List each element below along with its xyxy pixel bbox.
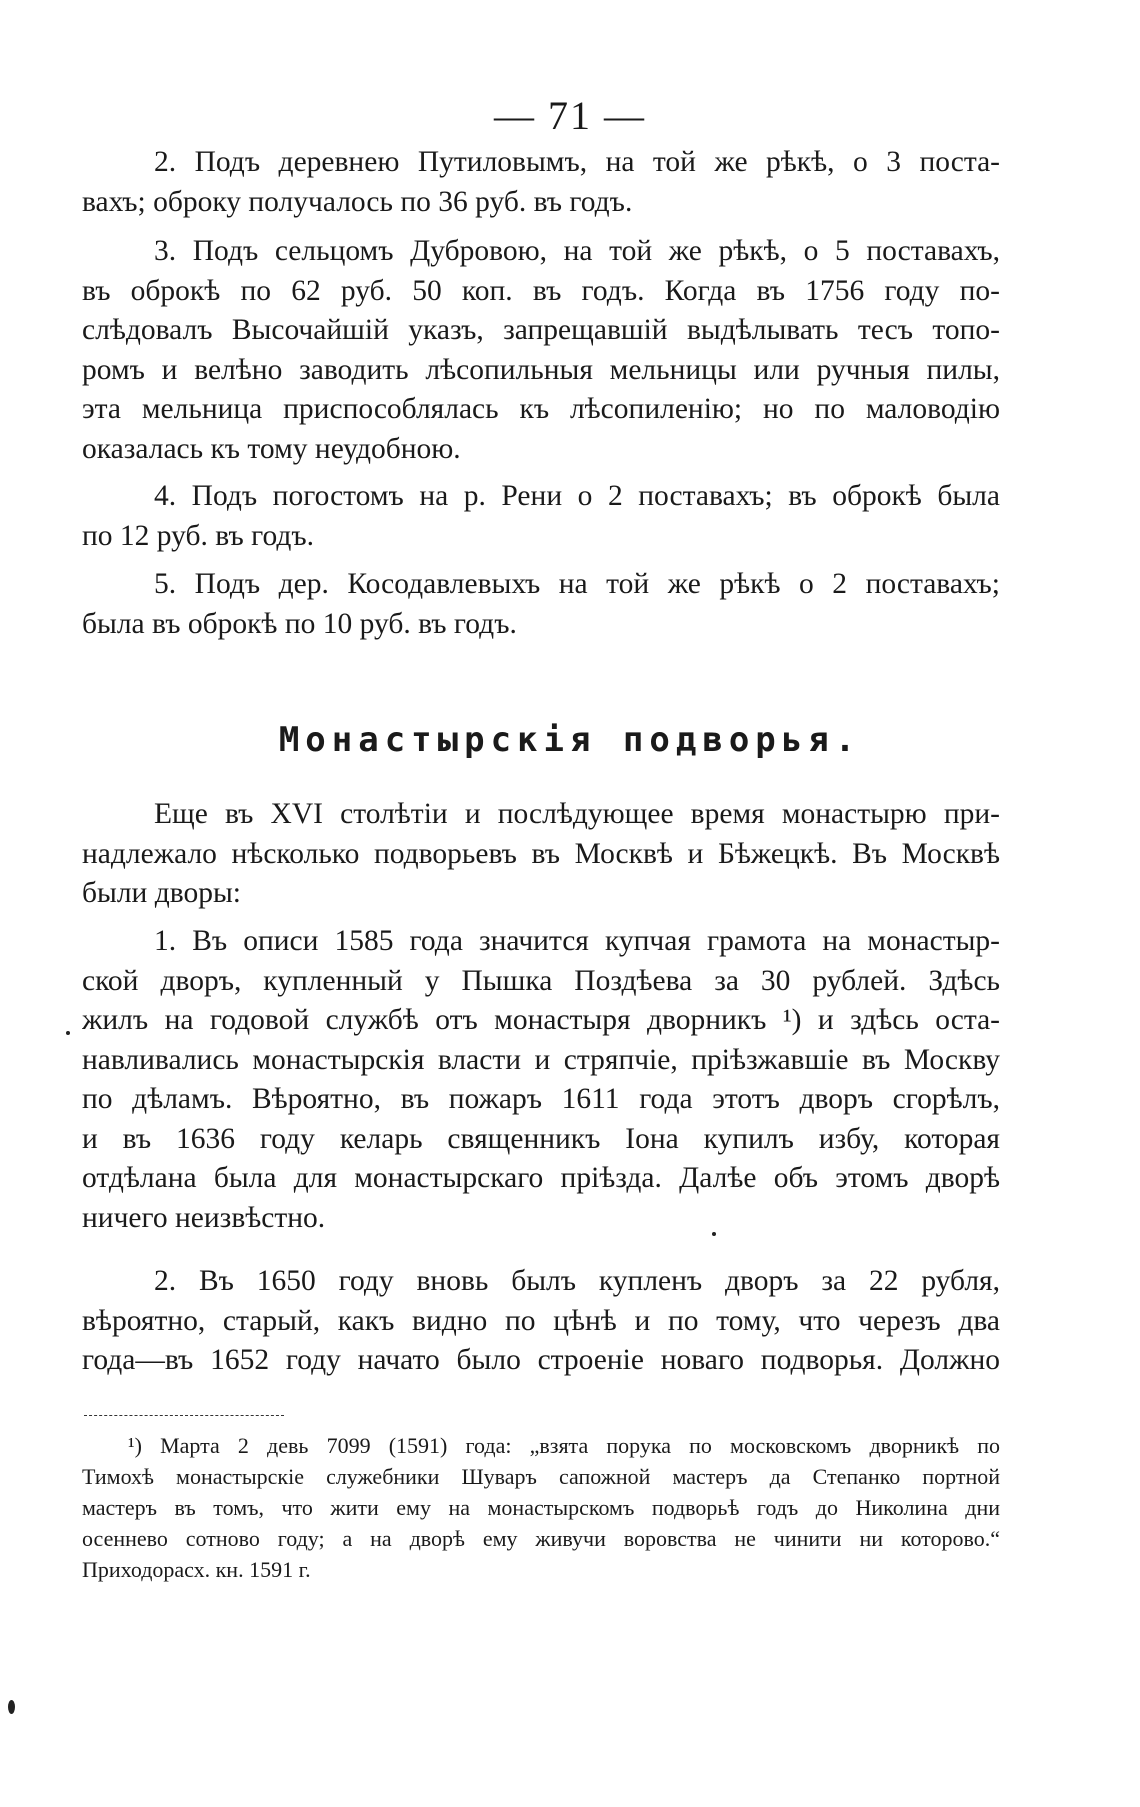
footnote-line: Тимохѣ монастырскіе служебники Шуваръ сапожной мастеръ да Степанко портной xyxy=(82,1464,1000,1489)
text-line: надлежало нѣсколько подворьевъ въ Москвѣ и Бѣжецкѣ. Въ Москвѣ xyxy=(82,837,1000,870)
text-line: ромъ и велѣно заводить лѣсопильныя мельницы или ручныя пилы, xyxy=(82,353,1000,386)
text-line: 2. Въ 1650 году вновь былъ купленъ дворъ за 22 рубля, xyxy=(154,1265,1000,1297)
text-line: ничего неизвѣстно. xyxy=(82,1201,326,1234)
text-line: вѣроятно, старый, какъ видно по цѣнѣ и по тому, что черезъ два xyxy=(82,1304,1000,1337)
text-line: были дворы: xyxy=(82,877,241,909)
paragraph-item-5 xyxy=(82,565,1000,644)
footnote-line: Приходорасх. кн. 1591 г. xyxy=(82,1557,311,1582)
scan-speck xyxy=(66,1031,70,1035)
text-line: года—въ 1652 году начато было строеніе новаго подворья. Должно xyxy=(82,1344,1000,1376)
paragraph-intro xyxy=(82,795,1000,914)
footnote-line: ¹) Марта 2 девь 7099 (1591) года: „взята порука по московскомъ дворникѣ по xyxy=(128,1433,1000,1458)
scan-speck xyxy=(712,1232,716,1236)
text-line: отдѣлана была для монастырскаго пріѣзда. Далѣе объ этомъ дворѣ xyxy=(82,1162,1000,1194)
text-line: 4. Подъ погостомъ на р. Рени о 2 поставахъ; въ оброкѣ была xyxy=(154,480,1000,512)
paragraph-item-2 xyxy=(82,143,1000,222)
section-heading: Монастырскія подворья. xyxy=(278,720,862,760)
page-number: — 71 — xyxy=(494,93,646,138)
text-line: по дѣламъ. Вѣроятно, въ пожаръ 1611 года этотъ дворъ сгорѣлъ, xyxy=(82,1083,1000,1115)
text-line: была въ оброкѣ по 10 руб. въ годъ. xyxy=(82,607,517,640)
text-line: навливались монастырскія власти и стряпчіе, пріѣзжавшіе въ Москву xyxy=(82,1043,1000,1076)
footnote-line: осеннево сотново году; а на дворѣ ему живучи воровства не чинити ни которово.“ xyxy=(82,1526,1000,1551)
footnote-line: мастеръ въ томъ, что жити ему на монастырскомъ подворьѣ годъ до Николина дни xyxy=(82,1495,1000,1520)
paragraph-courtyard-1 xyxy=(82,922,1000,1238)
scan-speck xyxy=(8,1700,15,1714)
text-line: по 12 руб. въ годъ. xyxy=(82,519,314,552)
text-line: 1. Въ описи 1585 года значится купчая грамота на монастыр- xyxy=(154,925,1000,957)
text-line: эта мельница приспособлялась къ лѣсопиленію; но по маловодію xyxy=(82,393,1000,425)
paragraph-courtyard-2 xyxy=(82,1262,1000,1381)
text-line: жилъ на годовой службѣ отъ монастыря дворникъ ¹) и здѣсь оста- xyxy=(82,1004,1000,1036)
text-line: 3. Подъ сельцомъ Дубровою, на той же рѣкѣ, о 5 поставахъ, xyxy=(154,235,1000,267)
text-line: слѣдовалъ Высочайшій указъ, запрещавшій выдѣлывать тесъ топо- xyxy=(82,314,1000,346)
text-line: въ оброкѣ по 62 руб. 50 коп. въ годъ. Когда въ 1756 году по- xyxy=(82,274,1000,307)
text-line: 2. Подъ деревнею Путиловымъ, на той же рѣкѣ, о 3 поста- xyxy=(154,146,1000,178)
text-line: Еще въ XVI столѣтіи и послѣдующее время монастырю при- xyxy=(154,798,1000,830)
text-line: оказалась къ тому неудобною. xyxy=(82,432,461,465)
text-line: ской дворъ, купленный у Пышка Поздѣева за 30 рублей. Здѣсь xyxy=(82,964,1000,997)
text-line: 5. Подъ дер. Косодавлевыхъ на той же рѣкѣ о 2 поставахъ; xyxy=(154,568,1000,600)
footnote xyxy=(82,1430,1000,1585)
text-line: вахъ; оброку получалось по 36 руб. въ годъ. xyxy=(82,185,633,218)
paragraph-item-3 xyxy=(82,232,1000,469)
text-line: и въ 1636 году келарь священникъ Іона купилъ избу, которая xyxy=(82,1122,1000,1155)
footnote-divider xyxy=(84,1415,284,1416)
paragraph-item-4 xyxy=(82,477,1000,556)
